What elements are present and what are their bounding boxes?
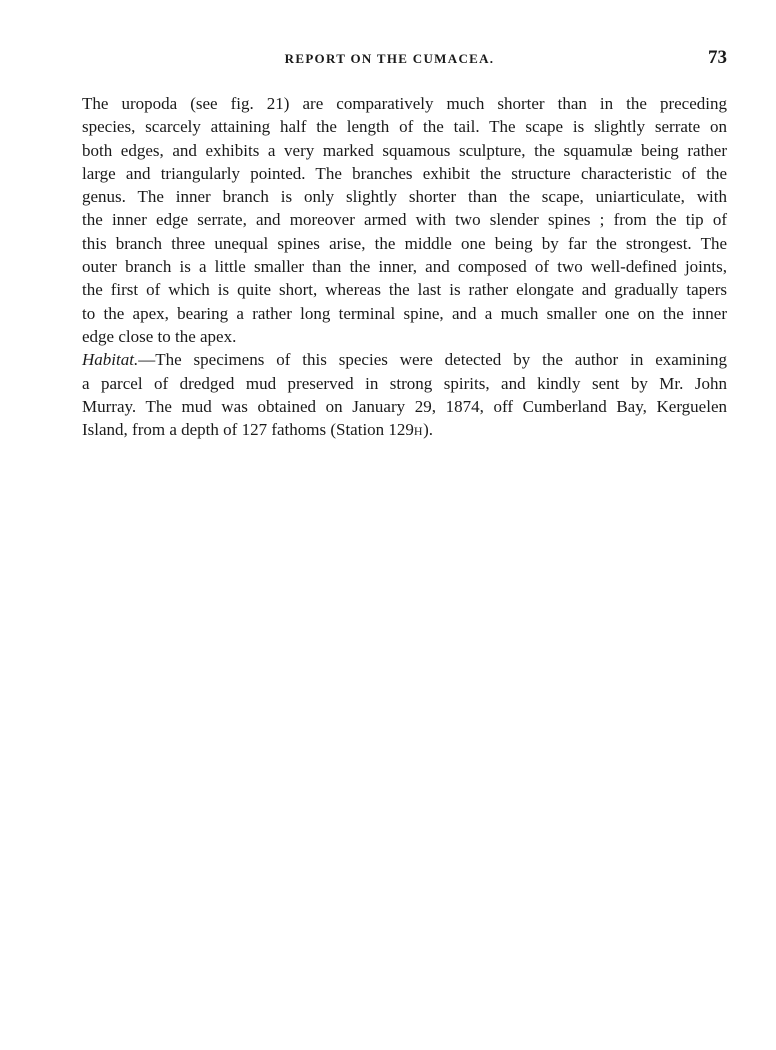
station-close: ). <box>423 420 434 440</box>
text-line: the first of which is quite short, whereas the last is rather elongate and gradually tapers <box>82 280 727 300</box>
habitat-label: Habitat. <box>82 350 139 370</box>
body-text <box>52 92 727 443</box>
text-line: the inner edge serrate, and moreover armed with two slender spines ; from the tip of <box>82 210 727 230</box>
page-number: 73 <box>708 47 727 68</box>
text-line: both edges, and exhibits a very marked squamous sculpture, the squamulæ being rather <box>82 140 727 160</box>
text-line <box>52 348 727 371</box>
text-line: a parcel of dredged mud preserved in strong spirits, and kindly sent by Mr. John <box>82 373 727 393</box>
text-line: The uropoda (see fig. 21) are comparatively much shorter than in the preceding <box>82 94 727 113</box>
running-title: REPORT ON THE CUMACEA. <box>284 51 495 66</box>
station-text: Island, from a depth of 127 fathoms (Station 129 <box>82 420 414 440</box>
text-line: outer branch is a little smaller than the inner, and composed of two well-defined joints, <box>82 257 727 277</box>
running-head <box>52 47 727 73</box>
text-line: large and triangularly pointed. The branches exhibit the structure characteristic of the <box>82 163 727 183</box>
text-line: genus. The inner branch is only slightly shorter than the scape, uniarticulate, with <box>82 187 727 207</box>
text-line <box>52 418 727 443</box>
habitat-text: —The specimens of this species were detected by the author in examining <box>138 350 727 370</box>
text-line: species, scarcely attaining half the length of the tail. The scape is slightly serrate on <box>82 117 727 137</box>
text-line: Murray. The mud was obtained on January 29, 1874, off Cumberland Bay, Kerguelen <box>82 396 727 416</box>
text-line: to the apex, bearing a rather long terminal spine, and a much smaller one on the inner <box>82 303 727 323</box>
text-line: edge close to the apex. <box>82 326 237 346</box>
paragraph-habitat <box>52 348 727 443</box>
station-suffix: H <box>413 424 424 439</box>
paragraph-uropoda <box>52 92 727 348</box>
text-line: this branch three unequal spines arise, the middle one being by far the strongest. The <box>82 233 727 253</box>
